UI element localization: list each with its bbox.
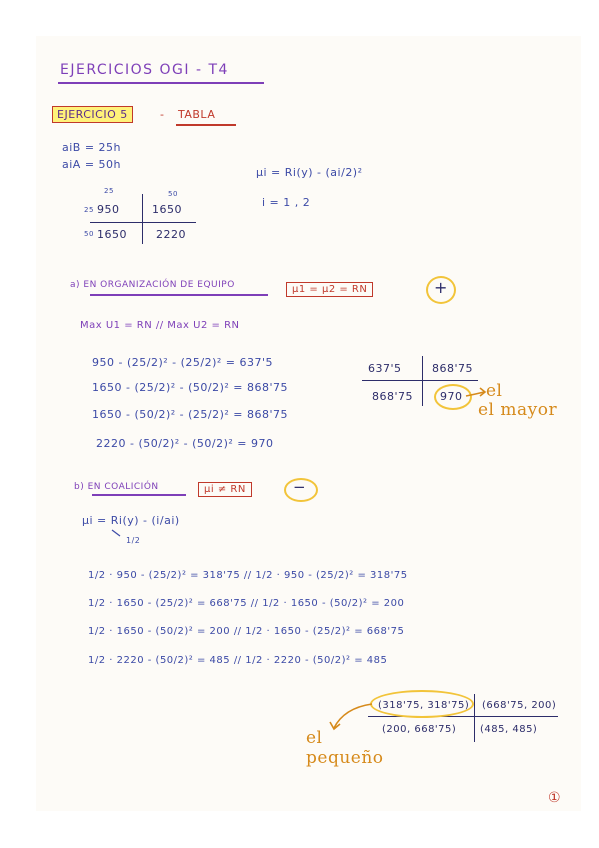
part-a-sub: Max U1 = RN // Max U2 = RN (80, 320, 240, 331)
part-a-label: a) EN ORGANIZACIÓN DE EQUIPO (70, 280, 235, 290)
note-el: el (486, 381, 503, 401)
coalition-line: 1/2 · 950 - (25/2)² = 318'75 // 1/2 · 950 - (25/2)² = 318'75 (88, 570, 408, 581)
coalition-cell: (200, 668'75) (382, 724, 457, 735)
plus-sign: + (434, 278, 448, 297)
row-head: 25 (84, 206, 94, 214)
part-b-condition: μi ≠ RN (198, 482, 252, 497)
calc-line: 950 - (25/2)² - (25/2)² = 637'5 (92, 356, 274, 369)
table-cell: 1650 (97, 228, 127, 241)
part-b-label: b) EN COALICIÓN (74, 482, 159, 492)
dash: - (160, 108, 165, 121)
note-el-2: el (306, 728, 323, 748)
index-range: i = 1 , 2 (262, 196, 311, 209)
utility-formula: μi = Ri(y) - (ai/2)² (256, 166, 363, 179)
coalition-cell: (668'75, 200) (482, 700, 557, 711)
page-title: EJERCICIOS OGI - T4 (60, 62, 229, 78)
col-head: 25 (104, 187, 114, 195)
calc-line: 2220 - (50/2)² - (50/2)² = 970 (96, 437, 274, 450)
minus-sign: − (293, 478, 307, 496)
table-cell: 950 (97, 203, 120, 216)
table-cell: 2220 (156, 228, 186, 241)
part-a-condition: μ1 = μ2 = RN (286, 282, 373, 297)
coalition-line: 1/2 · 1650 - (25/2)² = 668'75 // 1/2 · 1650 - (50/2)² = 200 (88, 598, 405, 609)
calc-line: 1650 - (25/2)² - (50/2)² = 868'75 (92, 381, 289, 394)
note-pequeno: pequeño (306, 748, 384, 768)
page-number: ① (548, 790, 562, 806)
given-aia: aiA = 50h (62, 158, 122, 171)
result-cell-max: 970 (440, 390, 463, 403)
row-head: 50 (84, 230, 94, 238)
table-cell: 1650 (152, 203, 182, 216)
coalition-cell: (318'75, 318'75) (378, 700, 470, 711)
half-factor: 1/2 (126, 536, 141, 545)
result-cell: 637'5 (368, 362, 402, 375)
result-cell: 868'75 (372, 390, 414, 403)
note-mayor: el mayor (478, 400, 558, 420)
result-cell: 868'75 (432, 362, 474, 375)
table-label: TABLA (178, 108, 216, 121)
exercise-label: EJERCICIO 5 (52, 106, 133, 123)
coalition-formula: μi = Ri(y) - (i/ai) (82, 514, 180, 527)
coalition-cell: (485, 485) (480, 724, 538, 735)
calc-line: 1650 - (50/2)² - (25/2)² = 868'75 (92, 408, 289, 421)
given-aib: aiB = 25h (62, 141, 122, 154)
col-head: 50 (168, 190, 178, 198)
coalition-line: 1/2 · 1650 - (50/2)² = 200 // 1/2 · 1650 - (25/2)² = 668'75 (88, 626, 405, 637)
coalition-line: 1/2 · 2220 - (50/2)² = 485 // 1/2 · 2220 - (50/2)² = 485 (88, 655, 388, 666)
